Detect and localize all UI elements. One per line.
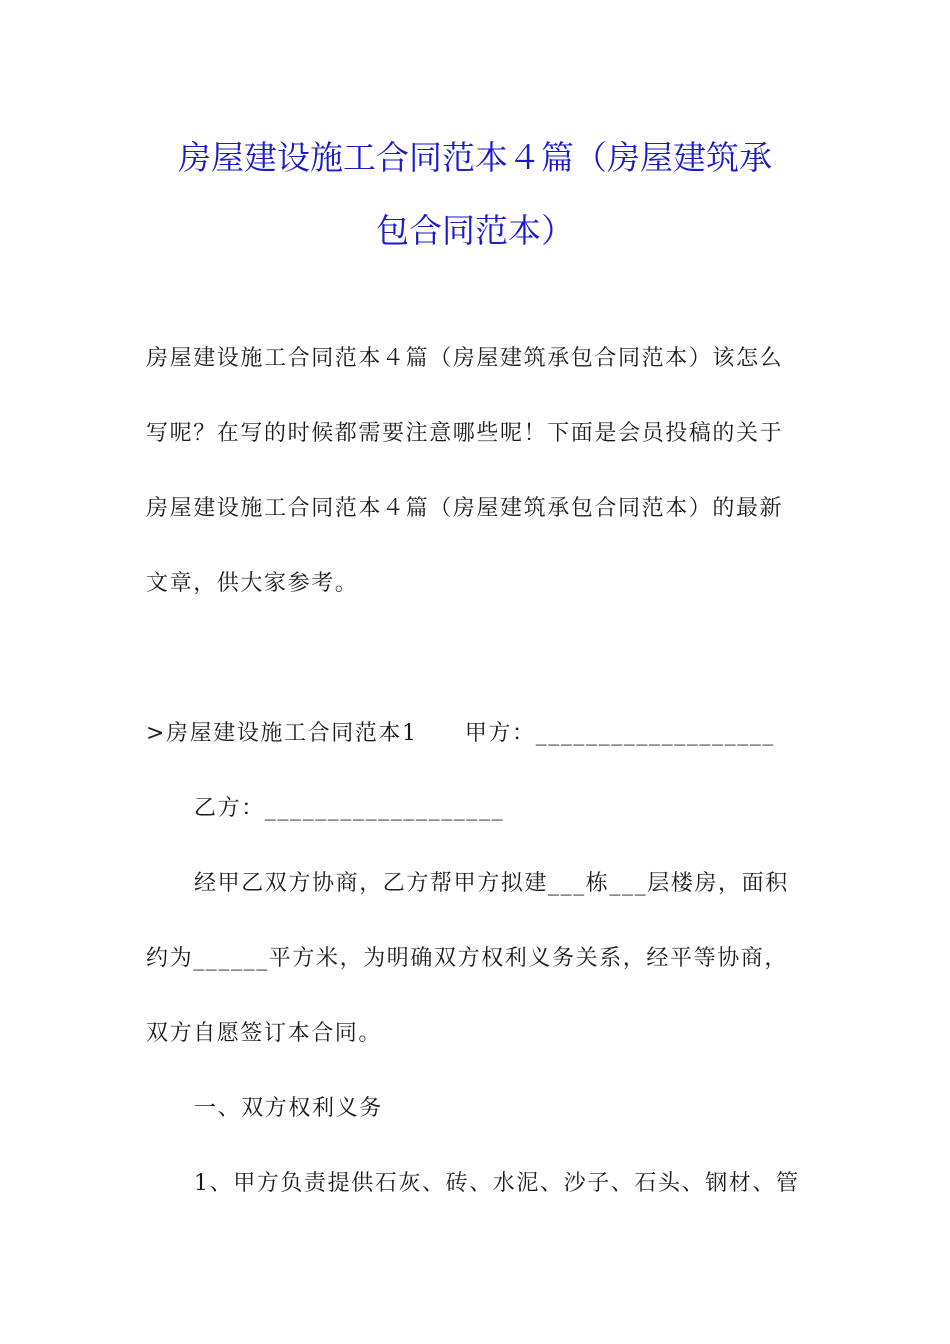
intro-line-3: 房屋建设施工合同范本４篇（房屋建筑承包合同范本）的最新: [146, 496, 784, 521]
document-title-line-1: 房屋建设施工合同范本４篇（房屋建筑承: [178, 138, 772, 177]
intro-line-1: 房屋建设施工合同范本４篇（房屋建筑承包合同范本）该怎么: [146, 346, 784, 371]
contract-heading-party-a: >房屋建设施工合同范本1 甲方：___________________: [146, 721, 776, 746]
agreement-para-line-1: 经甲乙双方协商，乙方帮甲方拟建___栋___层楼房，面积: [194, 871, 789, 896]
intro-line-4: 文章，供大家参考。: [146, 571, 359, 596]
clause-section-title: 一、双方权利义务: [194, 1096, 383, 1121]
intro-line-2: 写呢？在写的时候都需要注意哪些呢！下面是会员投稿的关于: [146, 421, 784, 446]
agreement-para-line-2: 约为______平方米，为明确双方权利义务关系，经平等协商，: [146, 946, 789, 971]
agreement-para-line-3: 双方自愿签订本合同。: [146, 1021, 383, 1046]
document-title-line-2: 包合同范本）: [376, 211, 574, 250]
party-b-line: 乙方：___________________: [194, 796, 505, 821]
clause-1-line: 1、甲方负责提供石灰、砖、水泥、沙子、石头、钢材、管: [194, 1171, 800, 1196]
